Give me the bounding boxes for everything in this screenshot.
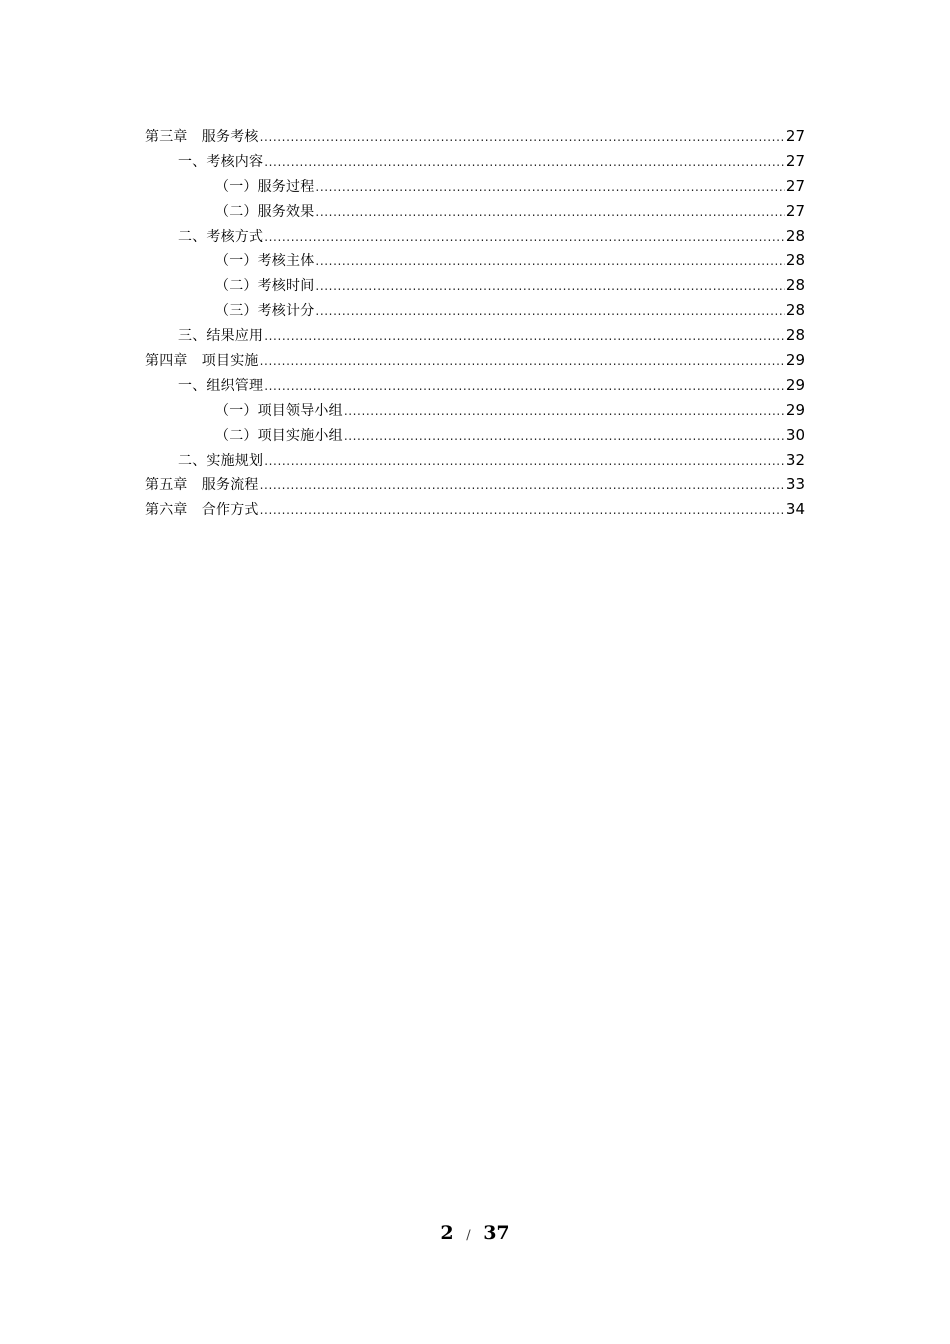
toc-dot-leader <box>344 399 785 424</box>
toc-dot-leader <box>315 249 785 274</box>
toc-entry[interactable] <box>145 273 805 298</box>
toc-dot-leader <box>264 324 785 349</box>
toc-entry-page: 28 <box>785 276 805 295</box>
toc-entry[interactable] <box>145 224 805 249</box>
toc-entry-page: 28 <box>785 251 805 270</box>
toc-entry-title: （一）服务过程 <box>215 178 315 195</box>
toc-dot-leader <box>264 150 785 175</box>
toc-entry-page: 29 <box>785 375 805 394</box>
toc-entry-page: 27 <box>785 127 805 145</box>
toc-entry-page: 32 <box>785 450 805 469</box>
toc-entry-page: 29 <box>785 351 805 370</box>
toc-entry[interactable] <box>145 124 805 149</box>
toc-entry-title: （二）服务效果 <box>215 203 315 220</box>
table-of-contents <box>145 124 805 522</box>
toc-entry-title: （三）考核计分 <box>215 303 315 320</box>
toc-entry[interactable] <box>145 248 805 273</box>
toc-entry[interactable] <box>145 448 805 473</box>
page-number-footer <box>0 1222 950 1244</box>
toc-entry[interactable] <box>145 497 805 522</box>
toc-entry-title: 二、实施规划 <box>178 452 264 469</box>
total-page-count: 37 <box>483 1222 510 1244</box>
toc-dot-leader <box>264 225 785 250</box>
toc-dot-leader <box>260 125 785 150</box>
toc-entry-page: 33 <box>785 475 805 494</box>
toc-entry-page: 27 <box>785 151 805 170</box>
toc-entry[interactable] <box>145 298 805 323</box>
toc-entry-title: 二、考核方式 <box>178 228 264 245</box>
toc-entry-title: 一、考核内容 <box>178 153 264 170</box>
toc-entry-title: 第三章 服务考核 <box>145 129 259 145</box>
toc-entry-page: 27 <box>785 176 805 195</box>
page-number-separator: / <box>466 1228 471 1243</box>
toc-entry-title: 第五章 服务流程 <box>145 477 259 494</box>
toc-dot-leader <box>315 200 785 225</box>
toc-entry[interactable] <box>145 373 805 398</box>
toc-dot-leader <box>315 274 785 299</box>
toc-entry-page: 28 <box>785 226 805 245</box>
toc-entry[interactable] <box>145 472 805 497</box>
toc-dot-leader <box>264 449 785 474</box>
toc-entry-page: 28 <box>785 301 805 320</box>
toc-entry-title: （一）考核主体 <box>215 253 315 270</box>
toc-entry-page: 34 <box>785 500 805 519</box>
toc-entry[interactable] <box>145 199 805 224</box>
toc-entry[interactable] <box>145 323 805 348</box>
toc-entry-title: （一）项目领导小组 <box>215 402 343 419</box>
current-page-number: 2 <box>440 1222 454 1244</box>
toc-entry-page: 28 <box>785 326 805 345</box>
toc-entry[interactable] <box>145 348 805 373</box>
toc-entry-title: （二）考核时间 <box>215 278 315 295</box>
toc-entry[interactable] <box>145 423 805 448</box>
toc-entry[interactable] <box>145 149 805 174</box>
toc-dot-leader <box>315 175 785 200</box>
toc-dot-leader <box>260 498 785 523</box>
toc-entry-title: 第六章 合作方式 <box>145 502 259 519</box>
toc-entry-page: 30 <box>785 425 805 444</box>
toc-entry[interactable] <box>145 174 805 199</box>
toc-dot-leader <box>260 349 785 374</box>
toc-dot-leader <box>315 299 785 324</box>
toc-dot-leader <box>260 473 785 498</box>
toc-entry-title: （二）项目实施小组 <box>215 427 343 444</box>
toc-entry[interactable] <box>145 398 805 423</box>
toc-entry-title: 三、结果应用 <box>178 328 264 345</box>
toc-entry-page: 29 <box>785 400 805 419</box>
toc-dot-leader <box>344 424 785 449</box>
toc-entry-title: 一、组织管理 <box>178 377 264 394</box>
toc-entry-title: 第四章 项目实施 <box>145 353 259 370</box>
toc-dot-leader <box>264 374 785 399</box>
toc-entry-page: 27 <box>785 201 805 220</box>
